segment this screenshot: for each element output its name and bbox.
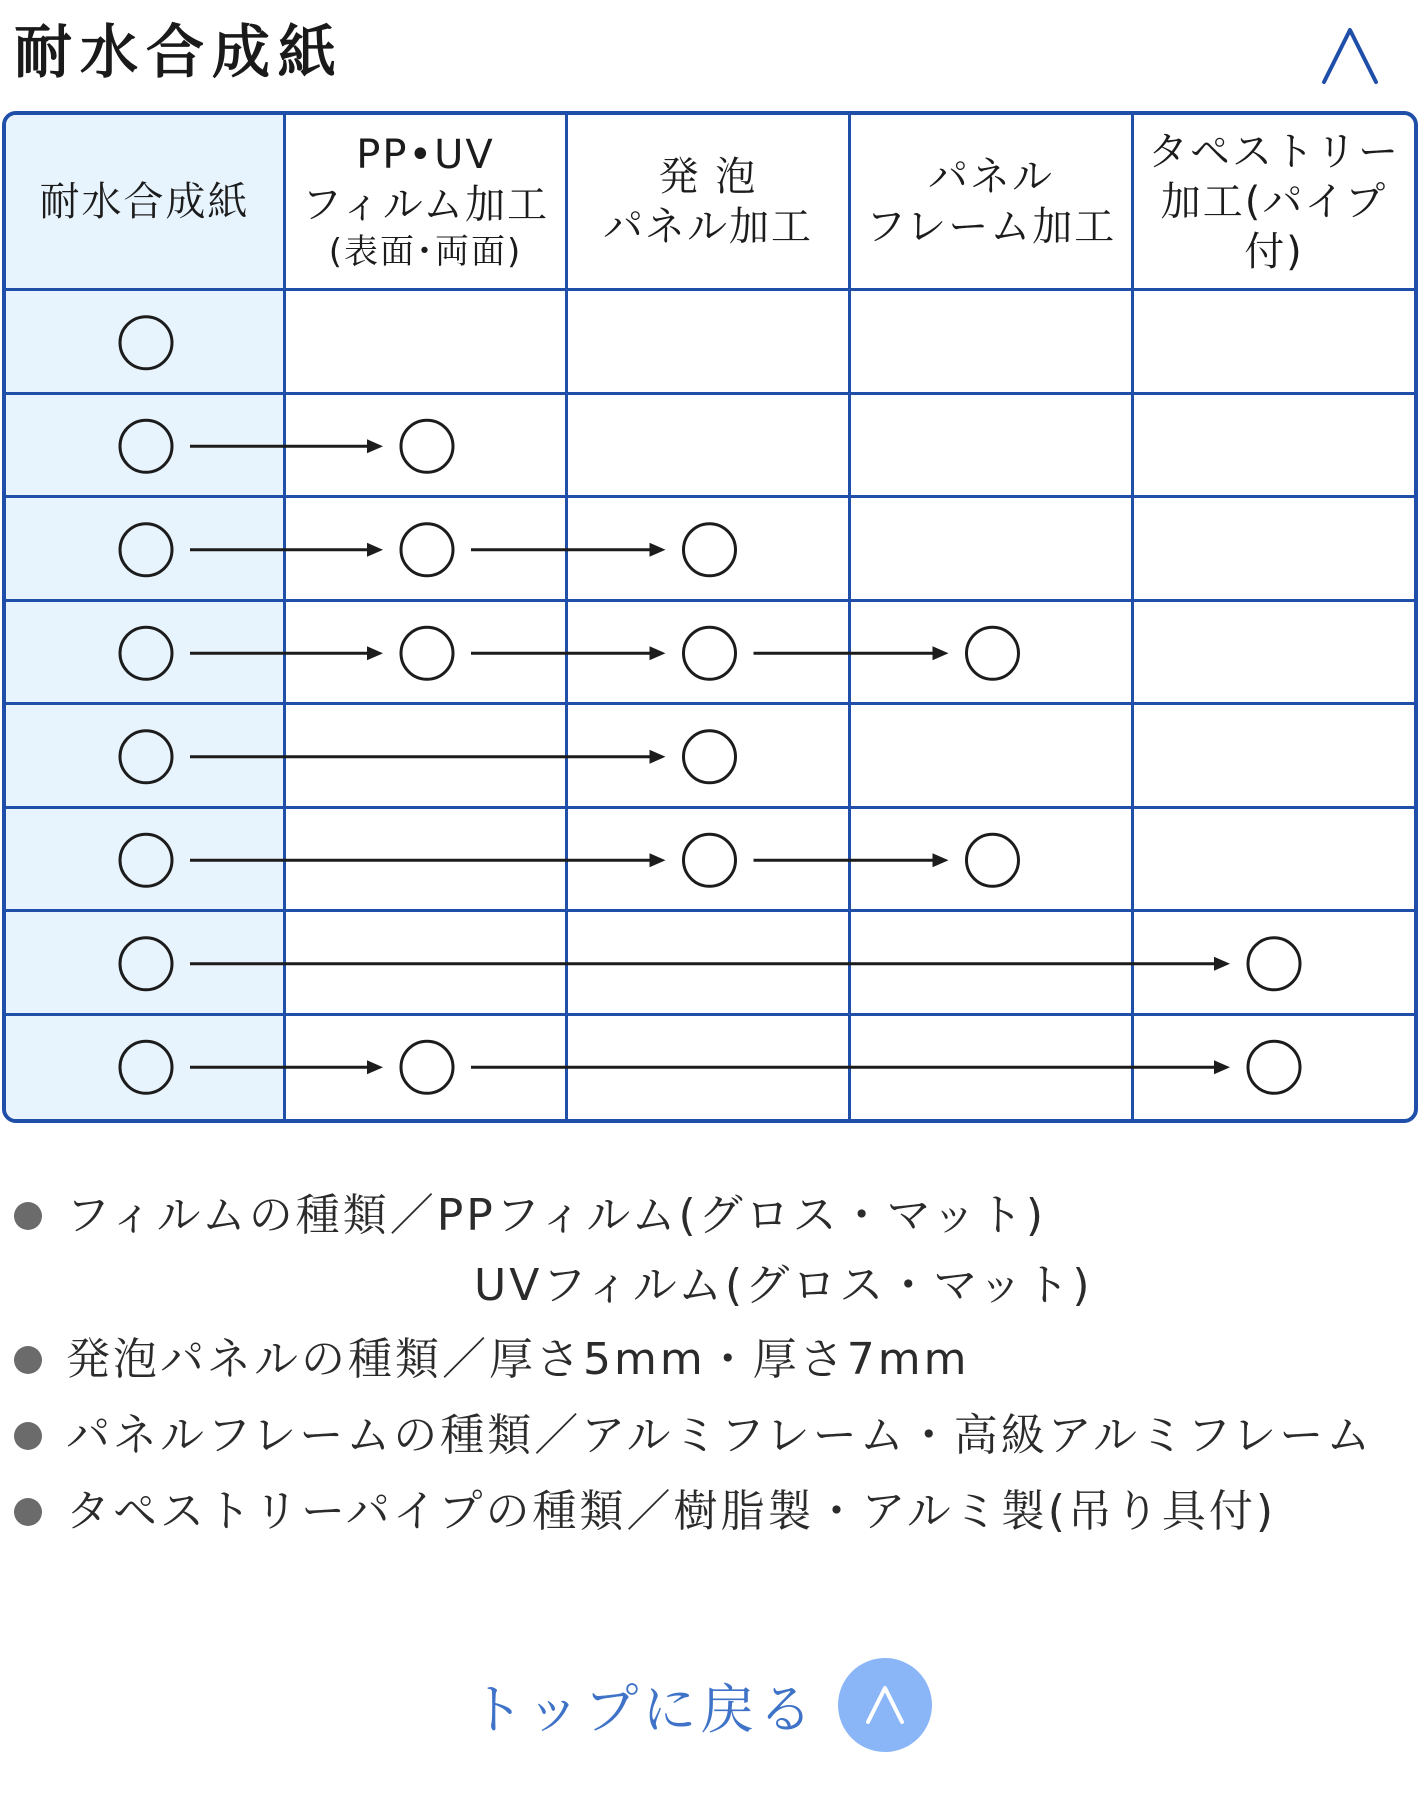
column-header-0	[6, 115, 286, 291]
table-cell	[6, 1016, 286, 1120]
table-cell	[568, 395, 851, 499]
table-cell	[286, 395, 568, 499]
table-cell	[6, 602, 286, 706]
table-cell	[286, 602, 568, 706]
table-grid	[6, 115, 1414, 1119]
table-cell	[851, 809, 1134, 913]
column-header-line: 発 泡	[658, 153, 758, 200]
table-cell	[851, 498, 1134, 602]
bullet-icon	[14, 1346, 42, 1374]
chevron-up-icon	[1316, 22, 1384, 90]
column-header-sub: (表面･両面)	[328, 231, 523, 272]
column-header-3	[851, 115, 1134, 291]
table-cell	[6, 705, 286, 809]
column-header-line: タペストリー	[1148, 128, 1400, 175]
note-panel-frame-types: パネルフレームの種類／アルミフレーム・高級アルミフレーム	[66, 1410, 1374, 1461]
table-cell	[568, 1016, 851, 1120]
table-cell	[286, 809, 568, 913]
table-cell	[851, 291, 1134, 395]
column-header-line: 耐水合成紙	[39, 178, 250, 225]
table-cell	[1134, 1016, 1414, 1120]
table-cell	[1134, 912, 1414, 1016]
column-header-line: パネル	[928, 153, 1054, 200]
column-header-line: PP•UV	[356, 131, 495, 178]
table-cell	[851, 1016, 1134, 1120]
table-cell	[286, 498, 568, 602]
table-cell	[6, 809, 286, 913]
table-cell	[6, 498, 286, 602]
collapse-button[interactable]	[1316, 22, 1384, 90]
table-cell	[286, 1016, 568, 1120]
bullet-icon	[14, 1422, 42, 1450]
note-film-types: フィルムの種類／PPフィルム(グロス・マット)	[66, 1190, 1047, 1241]
table-cell	[1134, 809, 1414, 913]
column-header-2	[568, 115, 851, 291]
table-cell	[286, 291, 568, 395]
chevron-up-icon	[860, 1680, 910, 1730]
back-to-top-label: トップに戻る	[470, 1677, 817, 1741]
processing-table	[2, 111, 1418, 1123]
column-header-line: パネル加工	[603, 203, 813, 250]
table-cell	[286, 912, 568, 1016]
column-header-4	[1134, 115, 1414, 291]
table-cell	[568, 809, 851, 913]
column-header-1	[286, 115, 568, 291]
table-cell	[1134, 395, 1414, 499]
table-cell	[1134, 705, 1414, 809]
note-tapestry-pipe-types: タペストリーパイプの種類／樹脂製・アルミ製(吊り具付)	[66, 1486, 1277, 1537]
column-header-line: 加工(パイプ付)	[1160, 178, 1388, 275]
table-cell	[851, 912, 1134, 1016]
table-cell	[6, 912, 286, 1016]
note-film-types-continued: UVフィルム(グロス・マット)	[474, 1260, 1093, 1311]
table-cell	[6, 395, 286, 499]
table-cell	[1134, 498, 1414, 602]
bullet-icon	[14, 1202, 42, 1230]
table-cell	[568, 912, 851, 1016]
table-cell	[851, 705, 1134, 809]
table-cell	[851, 395, 1134, 499]
back-to-top-link[interactable]	[470, 1655, 932, 1755]
table-cell	[568, 602, 851, 706]
table-cell	[6, 291, 286, 395]
table-cell	[851, 602, 1134, 706]
table-cell	[568, 705, 851, 809]
column-header-line: フレーム加工	[865, 203, 1117, 250]
bullet-icon	[14, 1498, 42, 1526]
table-cell	[568, 498, 851, 602]
back-to-top-icon-circle	[838, 1658, 932, 1752]
table-cell	[1134, 291, 1414, 395]
table-cell	[1134, 602, 1414, 706]
note-foam-panel-types: 発泡パネルの種類／厚さ5mm・厚さ7mm	[66, 1334, 970, 1385]
table-cell	[286, 705, 568, 809]
column-header-line: フィルム加工	[301, 181, 550, 228]
page-title: 耐水合成紙	[14, 18, 345, 86]
table-cell	[568, 291, 851, 395]
